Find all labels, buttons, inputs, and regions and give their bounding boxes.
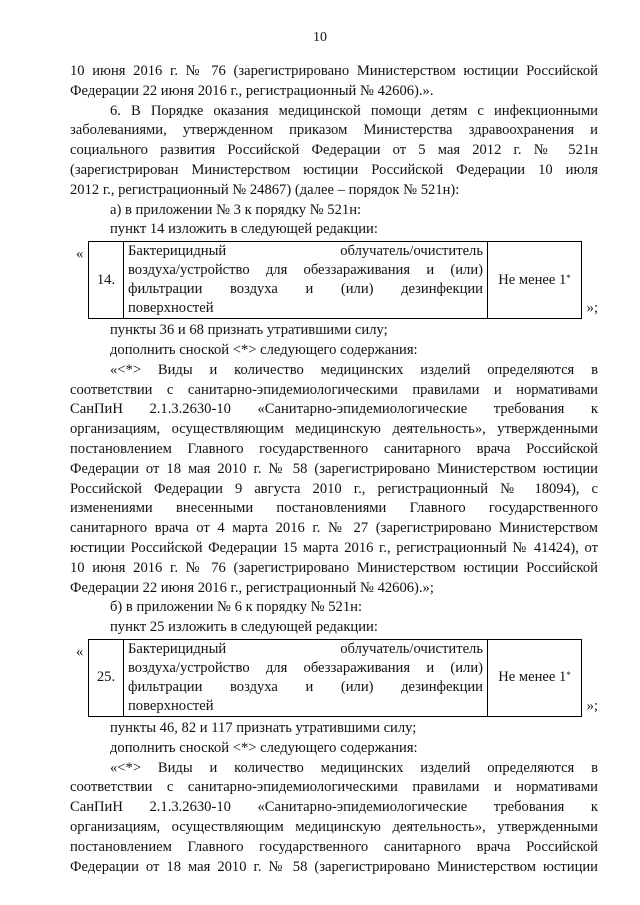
subitem-b-instruction: пункт 25 изложить в следующей редакции: [110, 619, 378, 636]
subitem-b-table [88, 639, 582, 717]
text-line: «<*> Виды и количество медицинских изделий определяются в [110, 361, 598, 378]
subitem-a-invalid: пункты 36 и 68 признать утратившими силу; [110, 322, 388, 339]
subitem-a-title: а) в приложении № 3 к порядку № 521н: [110, 201, 362, 218]
table-row [89, 242, 582, 319]
cell-line: Бактерицидный облучатель/очиститель [128, 243, 483, 260]
value-text: Не менее 1 [498, 271, 567, 288]
text-line: постановлением Главного государственного санитарного врача Российской [70, 440, 598, 457]
text-line: Федерации 22 июня 2016 г., регистрационный № 42606).»; [70, 579, 434, 596]
text-line: заболеваниями, утвержденном приказом Министерства здравоохранения и [70, 122, 598, 139]
subitem-a-instruction: пункт 14 изложить в следующей редакции: [110, 221, 378, 238]
text-line: Федерации от 18 мая 2010 г. № 58 (зарегистрировано Министерством юстиции [70, 858, 598, 875]
continuation-paragraph [70, 62, 598, 102]
text-line: СанПиН 2.1.3.2630-10 «Санитарно-эпидемиологические требования к [70, 401, 598, 418]
cell-line: поверхностей [128, 697, 214, 714]
item-6-paragraph [70, 102, 598, 201]
text-line: (зарегистрирован Министерством юстиции Российской Федерации 10 июля [70, 161, 598, 178]
text-line: социального развития Российской Федерации от 5 мая 2012 г. № 521н [70, 142, 598, 159]
row-value [488, 639, 582, 716]
subitem-a-footnote-intro: дополнить сноской <*> следующего содержания: [110, 341, 418, 358]
text-line: постановлением Главного государственного санитарного врача Российской [70, 838, 598, 855]
text-line: 10 июня 2016 г. № 76 (зарегистрировано Министерством юстиции Российской [70, 63, 598, 79]
subitem-b-table-block [70, 639, 598, 717]
quote-close: »; [586, 300, 598, 317]
cell-line: Бактерицидный облучатель/очиститель [128, 640, 483, 657]
text-line: 2012 г., регистрационный № 24867) (далее – порядок № 521н): [70, 181, 460, 198]
row-number: 14. [89, 242, 124, 319]
subitem-a-table [88, 241, 582, 319]
cell-line: фильтрации воздуха и (или) дезинфекции [128, 281, 483, 298]
quote-close: »; [586, 698, 598, 715]
text-line: «<*> Виды и количество медицинских изделий определяются в [110, 759, 598, 776]
row-description [124, 242, 488, 319]
text-line: юстиции Российской Федерации 15 марта 2016 г., регистрационный № 41424), от [70, 539, 598, 556]
table-row [89, 639, 582, 716]
cell-line: поверхностей [128, 300, 214, 317]
subitem-a-footnote [70, 361, 598, 599]
subitem-b-footnote [70, 759, 598, 878]
subitem-b-invalid: пункты 46, 82 и 117 признать утратившими силу; [110, 719, 417, 736]
value-text: Не менее 1 [498, 669, 567, 686]
text-line: изменениями внесенными постановлениями Главного государственного [70, 500, 598, 517]
row-value [488, 242, 582, 319]
subitem-a-table-block [70, 241, 598, 319]
subitem-b-title: б) в приложении № 6 к порядку № 521н: [110, 599, 363, 616]
cell-line: воздуха/устройство для обеззараживания и (или) [128, 262, 483, 279]
row-description [124, 639, 488, 716]
value-sup: * [566, 670, 571, 681]
text-line: Федерации 22 июня 2016 г., регистрационный № 42606).». [70, 82, 434, 99]
text-line: организациям, осуществляющим медицинскую деятельность», утвержденными [70, 421, 598, 438]
text-line: организациям, осуществляющим медицинскую деятельность», утвержденными [70, 818, 598, 835]
cell-line: фильтрации воздуха и (или) дезинфекции [128, 678, 483, 695]
quote-open: « [76, 643, 84, 660]
text-line: санитарного врача от 4 марта 2016 г. № 27 (зарегистрировано Министерством [70, 520, 598, 537]
page-number: 10 [313, 30, 327, 45]
value-sup: * [566, 272, 571, 283]
text-line: 10 июня 2016 г. № 76 (зарегистрировано Министерством юстиции Российской [70, 559, 598, 576]
quote-open: « [76, 246, 84, 263]
text-line: Федерации от 18 мая 2010 г. № 58 (зарегистрировано Министерством юстиции [70, 460, 598, 477]
text-line: Российской Федерации 9 августа 2010 г., регистрационный № 18094), с [70, 480, 598, 497]
row-number: 25. [89, 639, 124, 716]
subitem-b-footnote-intro: дополнить сноской <*> следующего содержания: [110, 739, 418, 756]
text-line: соответствии с санитарно-эпидемиологическими правилами и нормативами [70, 381, 598, 398]
text-line: СанПиН 2.1.3.2630-10 «Санитарно-эпидемиологические требования к [70, 799, 598, 816]
document-body [70, 62, 598, 877]
text-line: соответствии с санитарно-эпидемиологическими правилами и нормативами [70, 779, 598, 796]
cell-line: воздуха/устройство для обеззараживания и (или) [128, 659, 483, 676]
text-line: 6. В Порядке оказания медицинской помощи детям с инфекционными [110, 102, 598, 119]
